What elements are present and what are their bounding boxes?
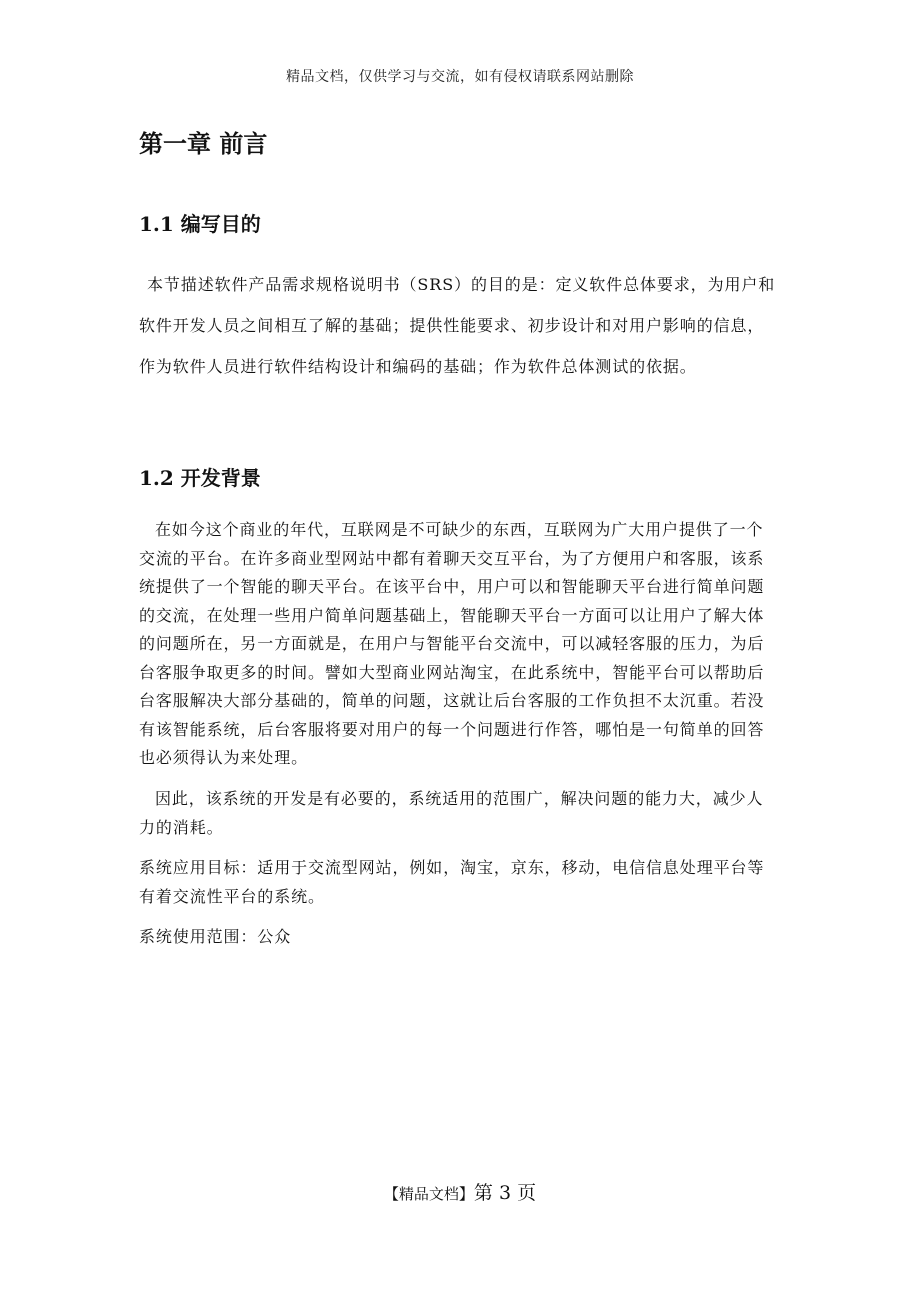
section-title-purpose: 1.1 编写目的 [139, 212, 261, 236]
paragraph-usage-scope: 系统使用范围：公众 [139, 927, 292, 946]
header-disclaimer: 精品文档，仅供学习与交流，如有侵权请联系网站删除 [286, 69, 634, 85]
paragraph-necessity: 因此，该系统的开发是有必要的，系统适用的范围广，解决问题的能力大，减少人力的消耗。 [139, 789, 764, 837]
section-title-background: 1.2 开发背景 [139, 466, 261, 490]
chapter-title: 第一章 前言 [139, 129, 268, 158]
paragraph-purpose: 本节描述软件产品需求规格说明书（SRS）的目的是：定义软件总体要求，为用户和软件开发人员之间相互了解的基础；提供性能要求、初步设计和对用户影响的信息，作为软件人员进行软件结构设计和编码的基础；作为软件总体测试的依据。 [139, 275, 776, 376]
page-footer [0, 1178, 920, 1205]
footer-tag: 【精品文档】 [383, 1185, 474, 1203]
paragraph-background: 在如今这个商业的年代，互联网是不可缺少的东西，互联网为广大用户提供了一个交流的平台。在许多商业型网站中都有着聊天交互平台，为了方便用户和客服，该系统提供了一个智能的聊天平台。在该平台中，用户可以和智能聊天平台进行简单问题的交流，在处理一些用户简单问题基础上，智能聊天平台一方面可以让用户了解大体的问题所在，另一方面就是，在用户与智能平台交流中，可以减轻客服的压力，为后台客服争取更多的时间。譬如大型商业网站淘宝，在此系统中，智能平台可以帮助后台客服解决大部分基础的，简单的问题，这就让后台客服的工作负担不太沉重。若没有该智能系统，后台客服将要对用户的每一个问题进行作答，哪怕是一句简单的回答也必须得认为来处理。 [139, 520, 765, 767]
paragraph-application-goal: 系统应用目标：适用于交流型网站，例如，淘宝，京东，移动，电信信息处理平台等有着交流性平台的系统。 [139, 858, 765, 906]
page-number: 第 3 页 [473, 1182, 537, 1204]
